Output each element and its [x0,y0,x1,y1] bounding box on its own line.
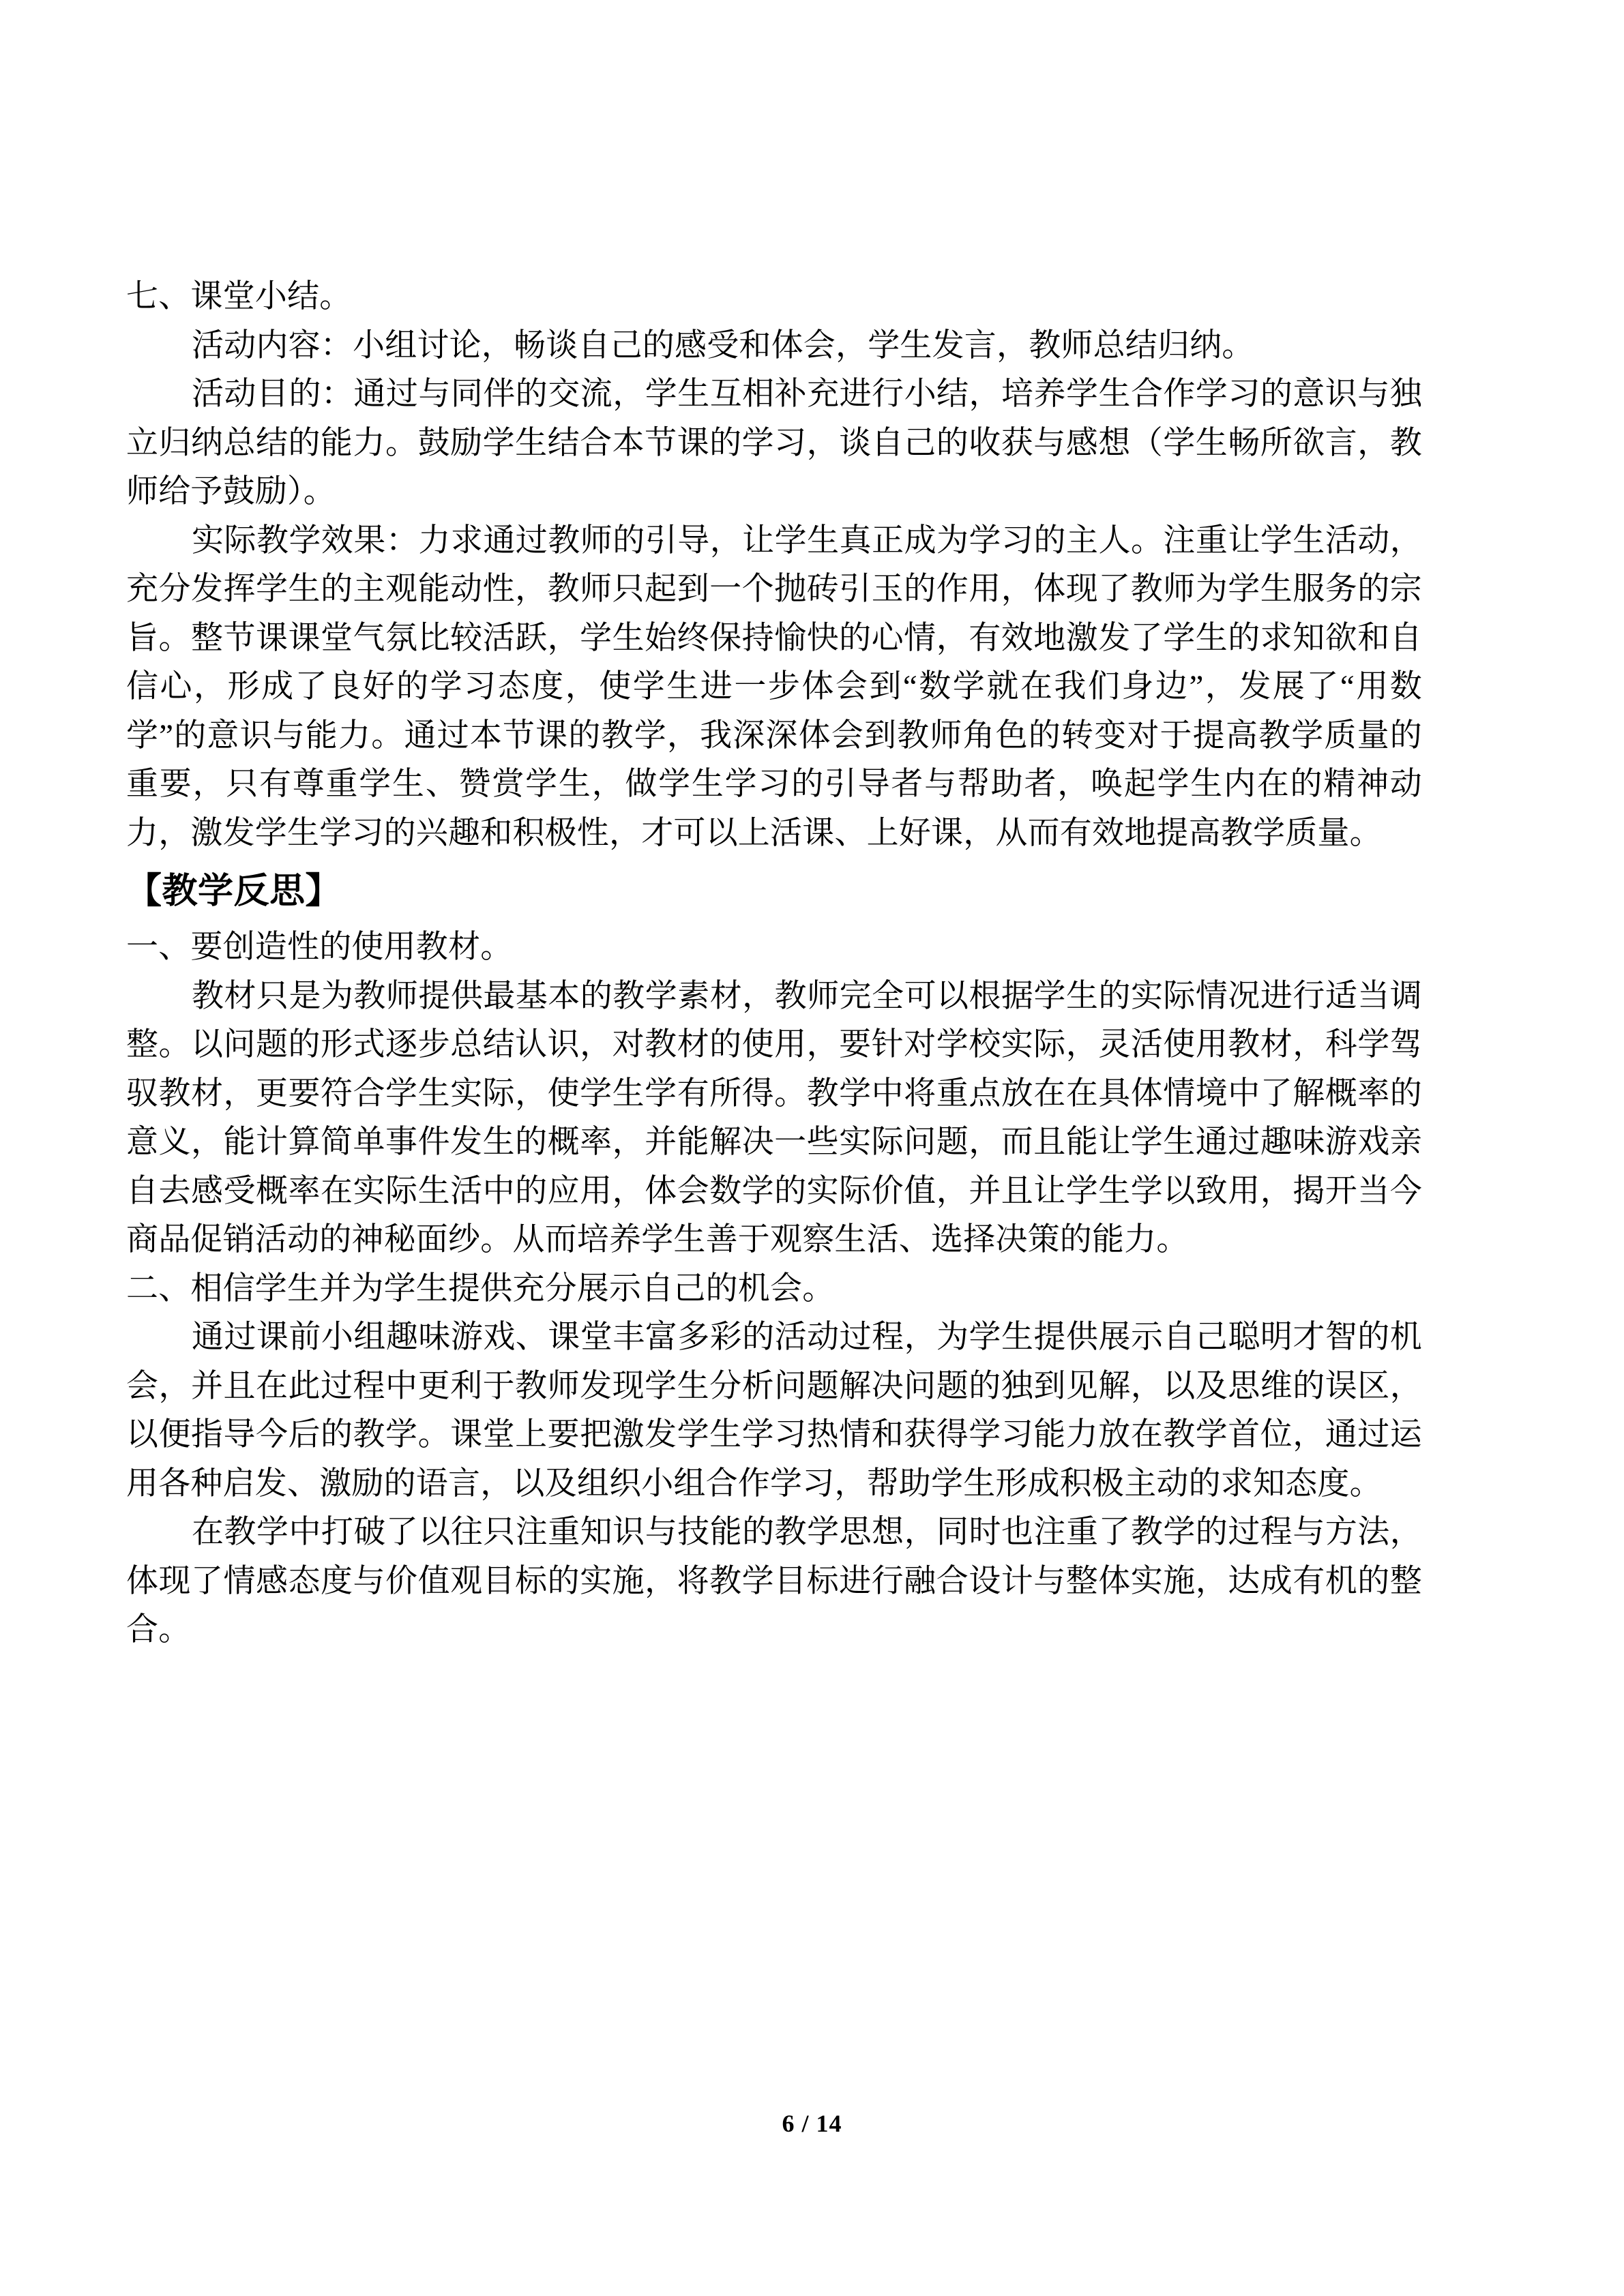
paragraph-reflection-point-two-body: 通过课前小组趣味游戏、课堂丰富多彩的活动过程，为学生提供展示自己聪明才智的机会，并且在此过程中更利于教师发现学生分析问题解决问题的独到见解，以及思维的误区，以便指导今后的教学。课堂上要把激发学生学习热情和获得学习能力放在教学首位，通过运用各种启发、激励的语言，以及组织小组合作学习，帮助学生形成积极主动的求知态度。 [126,1320,1422,1502]
paragraph-reflection-point-one-heading: 一、要创造性的使用教材。 [126,929,513,965]
paragraph-reflection-point-one-body: 教材只是为教师提供最基本的教学素材，教师完全可以根据学生的实际情况进行适当调整。以问题的形式逐步总结认识，对教材的使用，要针对学校实际，灵活使用教材，科学驾驭教材，更要符合学生实际，使学生学有所得。教学中将重点放在在具体情境中了解概率的意义，能计算简单事件发生的概率，并能解决一些实际问题，而且能让学生通过趣味游戏亲自去感受概率在实际生活中的应用，体会数学的实际价值，并且让学生学以致用，揭开当今商品促销活动的神秘面纱。从而培养学生善于观察生活、选择决策的能力。 [126,978,1422,1257]
paragraph-activity-purpose: 活动目的：通过与同伴的交流，学生互相补充进行小结，培养学生合作学习的意识与独立归纳总结的能力。鼓励学生结合本节课的学习，谈自己的收获与感想（学生畅所欲言，教师给予鼓励）。 [126,376,1422,509]
section-heading-teaching-reflection: 【教学反思】 [126,872,342,911]
paragraph-reflection-point-two-heading: 二、相信学生并为学生提供充分展示自己的机会。 [126,1270,835,1307]
page-content [126,273,1422,1655]
paragraph-activity-content: 活动内容：小组讨论，畅谈自己的感受和体会，学生发言，教师总结归纳。 [192,327,1254,363]
paragraph-reflection-closing: 在教学中打破了以往只注重知识与技能的教学思想，同时也注重了教学的过程与方法，体现了情感态度与价值观目标的实施，将教学目标进行融合设计与整体实施，达成有机的整合。 [126,1515,1422,1648]
paragraph-lesson-summary-heading: 七、课堂小结。 [126,279,352,314]
paragraph-actual-teaching-effect: 实际教学效果：力求通过教师的引导，让学生真正成为学习的主人。注重让学生活动，充分发挥学生的主观能动性，教师只起到一个抛砖引玉的作用，体现了教师为学生服务的宗旨。整节课课堂气氛比较活跃，学生始终保持愉快的心情，有效地激发了学生的求知欲和自信心，形成了良好的学习态度，使学生进一步体会到“数学就在我们身边”，发展了“用数学”的意识与能力。通过本节课的教学，我深深体会到教师角色的转变对于提高教学质量的重要，只有尊重学生、赞赏学生，做学生学习的引导者与帮助者，唤起学生内在的精神动力，激发学生学习的兴趣和积极性，才可以上活课、上好课，从而有效地提高教学质量。 [126,522,1422,851]
page-number-footer: 6 / 14 [782,2110,842,2137]
